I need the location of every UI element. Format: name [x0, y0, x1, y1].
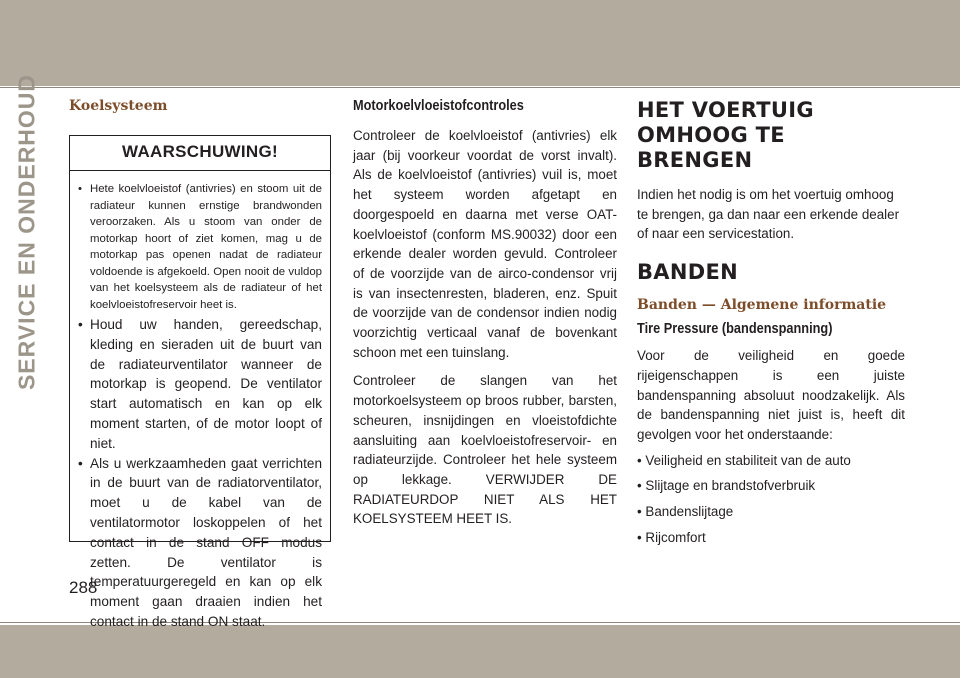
warning-item: • Hete koelvloeistof (antivries) en stoom uit de radiateur kunnen ernstige brandwonden veroorzaken. Als u stoom van onder de motorkap hoort of ziet komen, mag u de motorkap pas openen nadat de radiateur voldoende is afgekoeld. Open nooit de vuldop van het koelsysteem als de radiateur of het koelvloeistofreservoir heet is. [78, 181, 322, 313]
tires-general-heading: Banden — Algemene informatie [637, 297, 887, 314]
tire-effects-list [637, 451, 905, 548]
list-item: • Rijcomfort [637, 529, 706, 545]
tires-heading: BANDEN [637, 260, 738, 285]
warning-title: WAARSCHUWING! [70, 136, 330, 171]
warning-item: • Houd uw handen, gereedschap, kleding en sieraden uit de buurt van de radiateurventilator wanneer de motorkap is geopend. De ventilator start automatisch en kan op elk moment starten, of de motor loopt of niet. [78, 315, 322, 454]
list-item: • Bandenslijtage [637, 504, 734, 520]
list-item: • Veiligheid en stabiliteit van de auto [637, 452, 851, 468]
top-rule [0, 87, 960, 88]
warning-item: • Als u werkzaamheden gaat verrichten in de buurt van de radiatorventilator, moet u de kabel van de ventilatormotor loskoppelen of het contact in de stand OFF modus zetten. De ventilator is temperatuurgeregeld en kan op elk moment gaan draaien indien het contact in de stand ON staat. [78, 454, 322, 632]
hoses-paragraph: Controleer de slangen van het motorkoelsysteem op broos rubber, barsten, scheuren, insnijdingen en vloeistofdichte aansluiting aan koelvloeistofreservoir- en radiateurzijde. Controleer het hele systeem op lekkage. VERWIJDER DE RADIATEURDOP NIET ALS HET KOELSYSTEEM HEET IS. [353, 373, 617, 527]
raise-vehicle-heading: HET VOERTUIG OMHOOG TE BRENGEN [637, 98, 814, 172]
raise-vehicle-paragraph: Indien het nodig is om het voertuig omhoog te brengen, ga dan naar een erkende dealer of naar een servicestation. [637, 187, 900, 242]
column-2 [353, 98, 617, 529]
top-band [0, 0, 960, 86]
page-number: 288 [69, 578, 98, 597]
koelsysteem-heading: Koelsysteem [69, 98, 168, 114]
column-1 [69, 98, 333, 114]
list-item: • Slijtage en brandstofverbruik [637, 478, 816, 494]
bottom-band [0, 625, 960, 678]
column-3 [637, 98, 905, 553]
coolant-paragraph: Controleer de koelvloeistof (antivries) elk jaar (bij voorkeur voordat de vorst invalt). Als de koelvloeistof (antivries) vuil is, moet het systeem worden afgetapt en doorgespoeld en daarna met verse OAT-koelvloeistof (conform MS.90032) door een erkende dealer worden gevuld. Controleer of de voorzijde van de airco-condensor vrij is van insectenresten, bladeren, enz. Spuit de voorzijde van de condensor indien nodig voorzichtig verticaal vanaf de bovenkant schoon met een tuinslang. [353, 128, 617, 360]
coolant-check-heading: Motorkoelvloeistofcontroles [353, 98, 524, 114]
tire-pressure-heading: Tire Pressure (bandenspanning) [637, 321, 833, 338]
section-side-label: SERVICE EN ONDERHOUD [13, 73, 40, 391]
tire-pressure-paragraph: Voor de veiligheid en goede rijeigenschappen is een juiste bandenspanning absoluut noodzakelijk. Als de bandenspanning niet juist is, heeft dit gevolgen voor het onderstaande: [637, 348, 905, 442]
warning-list [78, 181, 322, 632]
